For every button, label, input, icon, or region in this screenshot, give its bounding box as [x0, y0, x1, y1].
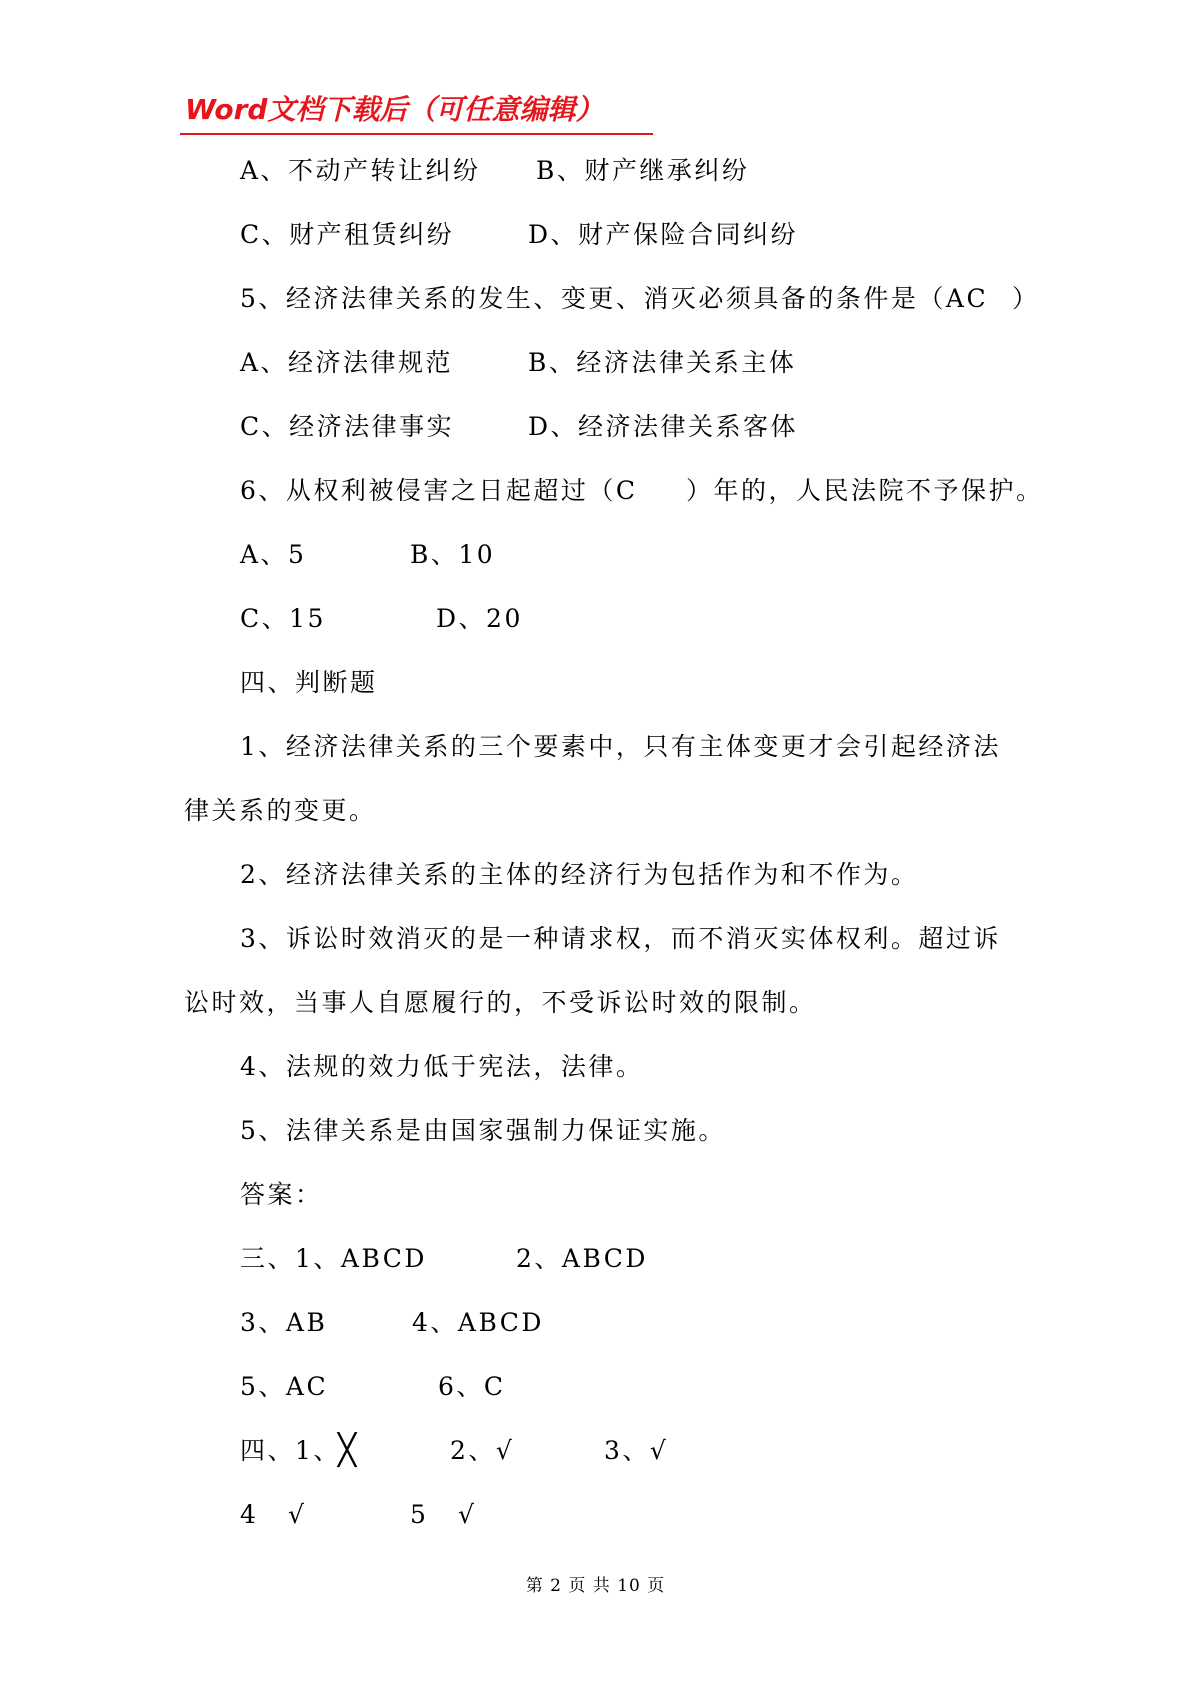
q4-option-b: B、财产继承纠纷 — [536, 156, 750, 185]
q4-option-d: D、财产保险合同纠纷 — [528, 220, 799, 249]
q6-option-b: B、10 — [410, 540, 496, 569]
answer-3-1: 三、1、ABCD — [240, 1244, 427, 1273]
answer-3-4: 4、ABCD — [412, 1308, 544, 1337]
tf-item-5: 5、法律关系是由国家强制力保证实施。 — [240, 1116, 726, 1145]
answers-heading: 答案： — [240, 1180, 323, 1209]
q5-stem-text: 5、经济法律关系的发生、变更、消灭必须具备的条件是（AC — [240, 284, 989, 313]
answer-3-6: 6、C — [438, 1372, 506, 1401]
q6-option-c: C、15 — [240, 604, 326, 633]
q5-option-c: C、经济法律事实 — [240, 412, 455, 441]
answer-3-3: 3、AB — [240, 1308, 328, 1337]
answer-4-1-prefix: 四、1、 — [240, 1436, 341, 1465]
q5-stem-close: ） — [1012, 284, 1040, 313]
page-number-footer: 第 2 页 共 10 页 — [525, 1576, 666, 1596]
check-mark-icon: √ — [458, 1500, 477, 1529]
tf-item-1-line-1: 1、经济法律关系的三个要素中，只有主体变更才会引起经济法 — [240, 732, 1001, 761]
q5-option-b: B、经济法律关系主体 — [528, 348, 797, 377]
q4-option-c: C、财产租赁纠纷 — [240, 220, 455, 249]
q6-stem-rest: ）年的，人民法院不予保护。 — [686, 476, 1044, 505]
q4-option-a: A、不动产转让纠纷 — [240, 156, 481, 185]
q5-option-d: D、经济法律关系客体 — [528, 412, 799, 441]
check-mark-icon: √ — [288, 1500, 307, 1529]
tf-item-1-line-2: 律关系的变更。 — [184, 796, 377, 825]
q6-stem-text: 6、从权利被侵害之日起超过（C — [240, 476, 638, 505]
section-4-heading: 四、判断题 — [240, 668, 378, 697]
tf-item-3-line-2: 讼时效，当事人自愿履行的，不受诉讼时效的限制。 — [184, 988, 817, 1017]
answer-4-3: 3、√ — [604, 1436, 669, 1465]
cross-mark-icon: ╳ — [338, 1433, 359, 1468]
document-header-title: Word文档下载后（可任意编辑） — [185, 93, 604, 126]
q5-option-a: A、经济法律规范 — [240, 348, 454, 377]
answer-4-5-number: 5 — [410, 1500, 429, 1529]
answer-3-2: 2、ABCD — [516, 1244, 648, 1273]
tf-item-4: 4、法规的效力低于宪法，法律。 — [240, 1052, 644, 1081]
q6-option-a: A、5 — [240, 540, 307, 569]
header-underline — [180, 133, 653, 135]
q6-option-d: D、20 — [436, 604, 523, 633]
tf-item-2: 2、经济法律关系的主体的经济行为包括作为和不作为。 — [240, 860, 919, 889]
tf-item-3-line-1: 3、诉讼时效消灭的是一种请求权，而不消灭实体权利。超过诉 — [240, 924, 1001, 953]
answer-3-5: 5、AC — [240, 1372, 329, 1401]
answer-4-4-number: 4 — [240, 1500, 259, 1529]
answer-4-2: 2、√ — [450, 1436, 515, 1465]
